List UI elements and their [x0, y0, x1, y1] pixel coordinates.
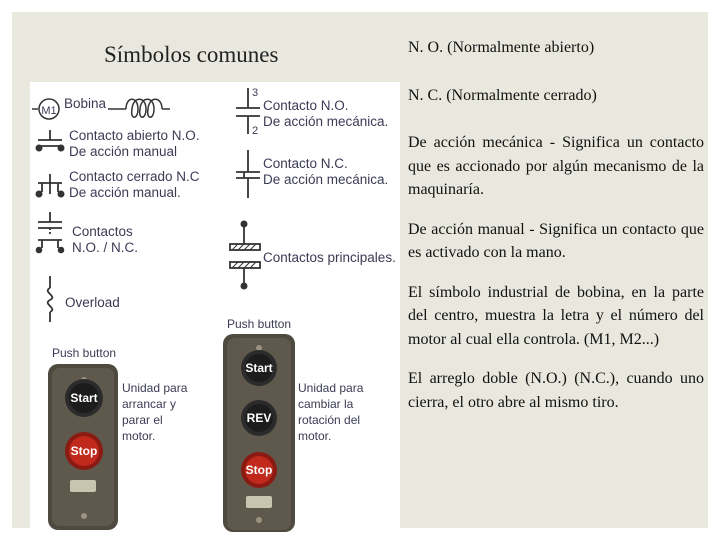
principales-label: Contactos principales. [263, 250, 396, 265]
right-desc-1: Unidad para [298, 381, 364, 395]
start-button-right: Start [245, 361, 273, 375]
right-desc-2: cambiar la [298, 397, 354, 411]
slide [12, 12, 708, 528]
start-rev-stop-station [223, 334, 295, 532]
contactos-label-2: N.O. / N.C. [72, 240, 139, 255]
coil-winding-icon [108, 99, 170, 117]
stop-button-left: Stop [70, 444, 98, 458]
paragraph-manual: De acción manual - Significa un contacto que es activado con la mano. [408, 220, 704, 261]
nc-mechanical-label-2: De acción mecánica. [263, 172, 389, 187]
nc-manual-label-1: Contacto cerrado N.C [69, 169, 200, 184]
no-mechanical-label-2: De acción mecánica. [263, 114, 389, 129]
contactos-label-1: Contactos [72, 224, 133, 239]
paragraph-bobina: El símbolo industrial de bobina, en la parte del centro, muestra la letra y el número del motor al cual ella controla. (M1, M2...) [408, 283, 704, 348]
start-button-left: Start [70, 391, 98, 405]
no-manual-label-2: De acción manual [69, 144, 178, 159]
nc-manual-contact-icon [36, 174, 63, 197]
explanation-column [408, 36, 704, 430]
rev-button: REV [246, 411, 272, 425]
stop-button-right: Stop [245, 463, 273, 477]
left-desc-2: arrancar y [122, 397, 177, 411]
terminal-bottom: 2 [252, 125, 259, 137]
symbols-figure [30, 82, 400, 532]
terminal-top: 3 [252, 87, 259, 99]
push-button-label-right: Push button [227, 317, 292, 331]
main-contacts-icon [230, 221, 260, 288]
paragraph-no: N. O. (Normalmente abierto) [408, 39, 595, 56]
paragraph-arreglo: El arreglo doble (N.O.) (N.C.), cuando uno cierra, el otro abre al mismo tiro. [408, 370, 704, 411]
left-desc-1: Unidad para [122, 381, 188, 395]
right-desc-3: rotación del [298, 413, 361, 427]
overload-label: Overload [65, 295, 120, 310]
left-desc-4: motor. [122, 429, 156, 443]
push-button-label-left: Push button [52, 346, 117, 360]
overload-icon [48, 276, 53, 322]
right-desc-4: motor. [298, 429, 332, 443]
nc-manual-label-2: De acción manual. [69, 185, 181, 200]
slide-title: Símbolos comunes [104, 42, 279, 67]
start-stop-station [48, 364, 118, 530]
bobina-label: Bobina [64, 96, 107, 111]
coil-label: M1 [41, 105, 57, 117]
paragraph-mecanica: De acción mecánica - Significa un contacto que es accionado por algún mecanismo de la maquinaría. [408, 134, 704, 198]
nc-mechanical-label-1: Contacto N.C. [263, 156, 348, 171]
no-manual-contact-icon [36, 130, 63, 151]
no-mechanical-label-1: Contacto N.O. [263, 98, 349, 113]
no-manual-label-1: Contacto abierto N.O. [69, 128, 200, 143]
symbols-diagram [30, 82, 400, 532]
left-desc-3: parar el [122, 413, 163, 427]
paragraph-nc: N. C. (Normalmente cerrado) [408, 86, 597, 104]
nc-mechanical-contact-icon [236, 150, 260, 198]
double-contacts-icon [37, 212, 64, 252]
coil-symbol [32, 99, 59, 119]
